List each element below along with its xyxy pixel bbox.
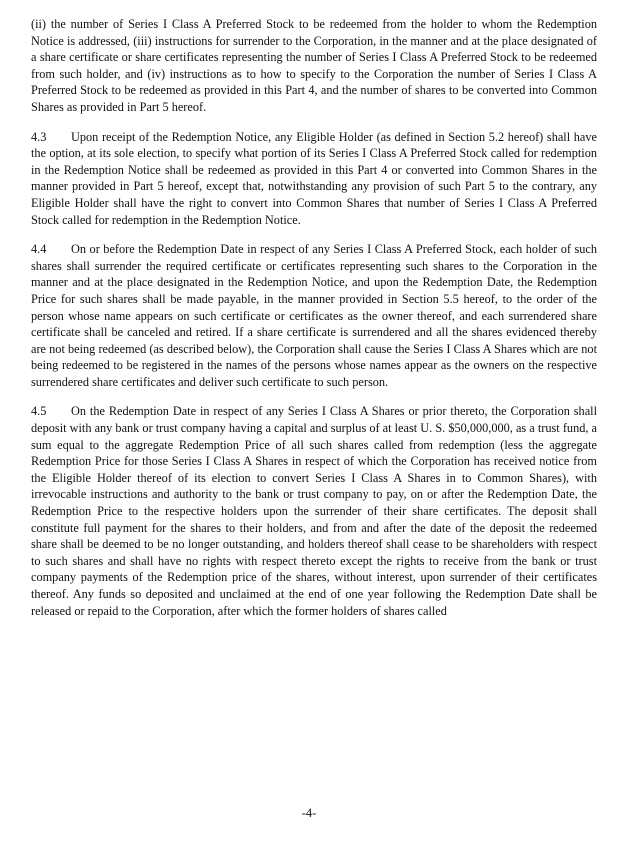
paragraph-text: On the Redemption Date in respect of any Series I Class A Shares or prior thereto, the Corporation shall deposit with any bank or trust company having a capital and surplus of at least U. S. $50,000,000, as a trust fund, a sum equal to the aggregate Redemption Price of all such shares called from redemption (less the aggregate Redemption Price for those Series I Class A Shares in respect of which the Corporation has received notice from the Eligible Holder thereof of its election to convert Series I Class A Shares in to Common Shares), with irrevocable instructions and authority to the bank or trust company to pay, on or after the Redemption Date, the Redemption Price to the respective holders upon the surrender of their share certificates. The deposit shall constitute full payment for the shares to their holders, and from and after the date of the deposit the redeemed share shall be deemed to be no longer outstanding, and holders thereof shall cease to be shareholders with respect to such shares and shall have no rights with respect thereto except the rights to receive from the bank or trust company payments of the Redemption price of the shares, without interest, upon surrender of their certificates thereof. Any funds so deposited and unclaimed at the end of one year following the Redemption Date shall be released or repaid to the Corporation, after which the former holders of shares called [31, 404, 597, 618]
document-page [31, 16, 597, 619]
paragraph-text: (ii) the number of Series I Class A Preferred Stock to be redeemed from the holder to whom the Redemption Notice is addressed, (iii) instructions for surrender to the Corporation, in the manner and at the place designated of a share certificate or share certificates representing the number of Series I Class A Preferred Stock to be redeemed from such holder, and (iv) instructions as to how to specify to the Corporation the number of Series I Class A Preferred Stock to be redeemed as provided in this Part 4, and the number of shares to be converted into Common Shares as provided in Part 5 hereof. [31, 17, 597, 114]
section-number: 4.4 [31, 242, 47, 257]
section-number: 4.5 [31, 404, 47, 419]
section-number: 4.3 [31, 129, 47, 144]
paragraph-text: Upon receipt of the Redemption Notice, any Eligible Holder (as defined in Section 5.2 hereof) shall have the option, at its sole election, to specify what portion of its Series I Class A Preferred Stock called for redemption in the Redemption Notice shall be redeemed as provided in this Part 4 or converted into Common Shares in the manner provided in Part 5 hereof, except that, notwithstanding any provision of such Part 5 to the contrary, any Eligible Holder shall have the right to convert into Common Shares that number of Series I Class A Preferred Stock called for redemption in the Redemption Notice. [31, 129, 597, 227]
section-4-3 [31, 129, 597, 229]
section-4-4 [31, 241, 597, 390]
paragraph-continuation [31, 16, 597, 116]
page-number: -4- [301, 806, 317, 820]
paragraph-text: On or before the Redemption Date in respect of any Series I Class A Preferred Stock, each holder of such shares shall surrender the required certificate or certificates representing such shares to the Corporation in the manner and at the place designated in the Redemption Notice, and upon the Redemption Date, the Redemption Price for such shares shall be made payable, in the manner provided in Section 5.5 hereof, to the order of the person whose name appears on such certificate or certificates as the owner thereof, and each surrendered share certificate shall be canceled and retired. If a share certificate is surrendered and all the shares evidenced thereby are not being redeemed (as described below), the Corporation shall cause the Series I Class A Shares which are not being redeemed to be registered in the names of the persons whose names appear as the owners on the respective surrendered share certificates and deliver such certificate to such person. [31, 242, 597, 389]
section-4-5 [31, 403, 597, 619]
